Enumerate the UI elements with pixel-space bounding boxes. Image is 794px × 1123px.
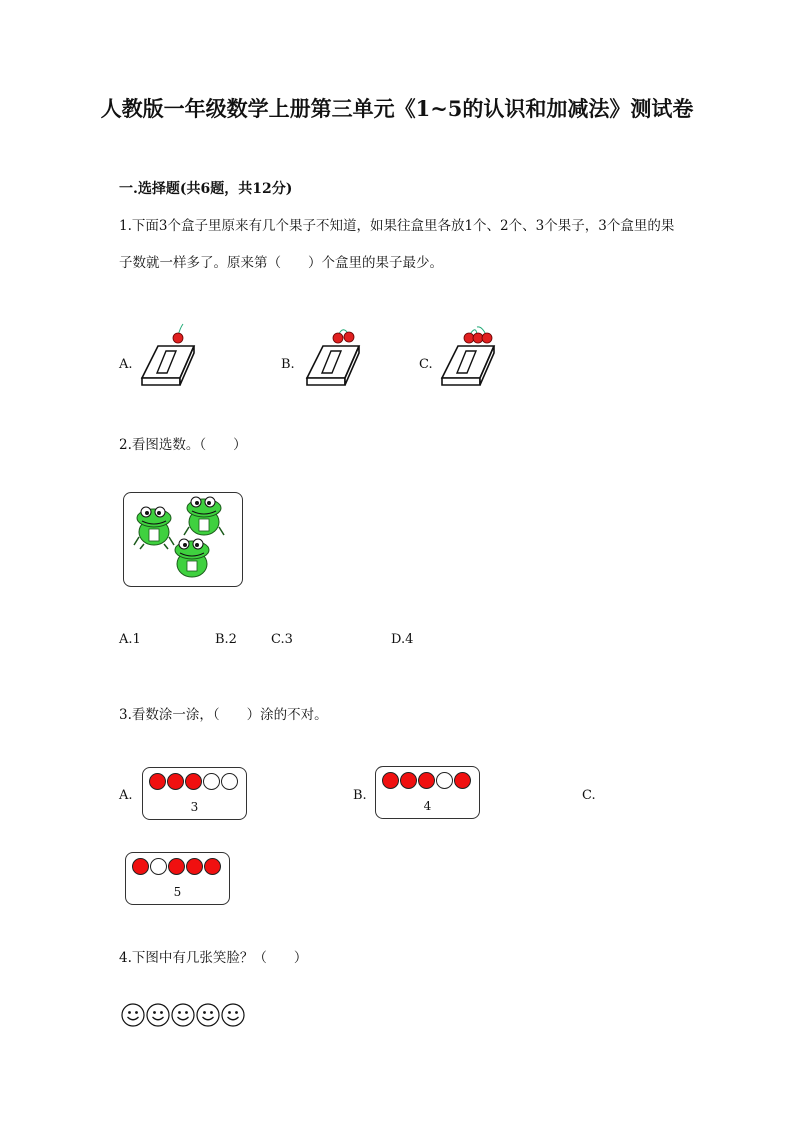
box-number: 4 (423, 799, 432, 813)
smiley-face-icon (221, 1003, 245, 1027)
q3-option-a[interactable]: A. (119, 788, 133, 803)
q2-option-c[interactable]: C.3 (271, 632, 293, 647)
counter-dot (382, 772, 399, 789)
q1-box-b-figure (303, 318, 365, 388)
q1-option-c[interactable]: C. (419, 357, 433, 372)
frog-icon (184, 497, 224, 535)
page-title: 人教版一年级数学上册第三单元《1~5的认识和加减法》测试卷 (100, 96, 694, 121)
counter-dot (132, 858, 149, 875)
box-icon (307, 346, 359, 385)
q2-option-a[interactable]: A.1 (119, 632, 141, 647)
counter-dot (168, 858, 185, 875)
counter-dot (203, 773, 220, 790)
frog-picture-frame (123, 492, 243, 587)
q1-option-b[interactable]: B. (281, 357, 295, 372)
counter-dot (454, 772, 471, 789)
frog-icon (134, 507, 174, 549)
q1-box-c-figure (438, 318, 500, 388)
cherry-icon (333, 330, 354, 343)
q3-option-b[interactable]: B. (353, 788, 367, 803)
smiley-face-icon (146, 1003, 170, 1027)
question-3-text: 3.看数涂一涂，（ ）涂的不对。 (119, 707, 328, 723)
box-number: 3 (190, 800, 199, 814)
frog-icon (175, 539, 209, 577)
q3-dot-box-c (125, 852, 230, 905)
q3-option-c[interactable]: C. (582, 788, 596, 803)
section-title: 一.选择题(共6题，共12分) (119, 181, 293, 197)
counter-dot (150, 858, 167, 875)
q3-dot-box-b (375, 766, 480, 819)
counter-dot (436, 772, 453, 789)
question-2-text: 2.看图选数。（ ） (119, 437, 247, 453)
q1-box-a-figure (138, 318, 198, 388)
frog-picture (124, 493, 242, 586)
smiley-face-icon (196, 1003, 220, 1027)
counter-dot (185, 773, 202, 790)
smiley-face-icon (121, 1003, 145, 1027)
counter-dot (204, 858, 221, 875)
box-number: 5 (173, 885, 182, 899)
q3-dot-box-a (142, 767, 247, 820)
q2-option-b[interactable]: B.2 (215, 632, 237, 647)
smiley-row (121, 1003, 245, 1027)
question-4-text: 4.下图中有几张笑脸？（ ） (119, 950, 308, 966)
q2-option-d[interactable]: D.4 (391, 632, 414, 647)
cherry-icon (173, 324, 183, 343)
q1-option-a[interactable]: A. (119, 357, 133, 372)
box-icon (142, 346, 194, 385)
cherry-icon (464, 327, 492, 343)
counter-dot (400, 772, 417, 789)
box-icon (442, 346, 494, 385)
counter-dot (167, 773, 184, 790)
smiley-face-icon (171, 1003, 195, 1027)
counter-dot (418, 772, 435, 789)
counter-dot (186, 858, 203, 875)
counter-dot (149, 773, 166, 790)
question-1-text: 1.下面3个盒子里原来有几个果子不知道，如果往盒里各放1个、2个、3个果子，3个盒里的果子数就一样多了。原来第（ ）个盒里的果子最少。 (119, 218, 675, 271)
counter-dot (221, 773, 238, 790)
